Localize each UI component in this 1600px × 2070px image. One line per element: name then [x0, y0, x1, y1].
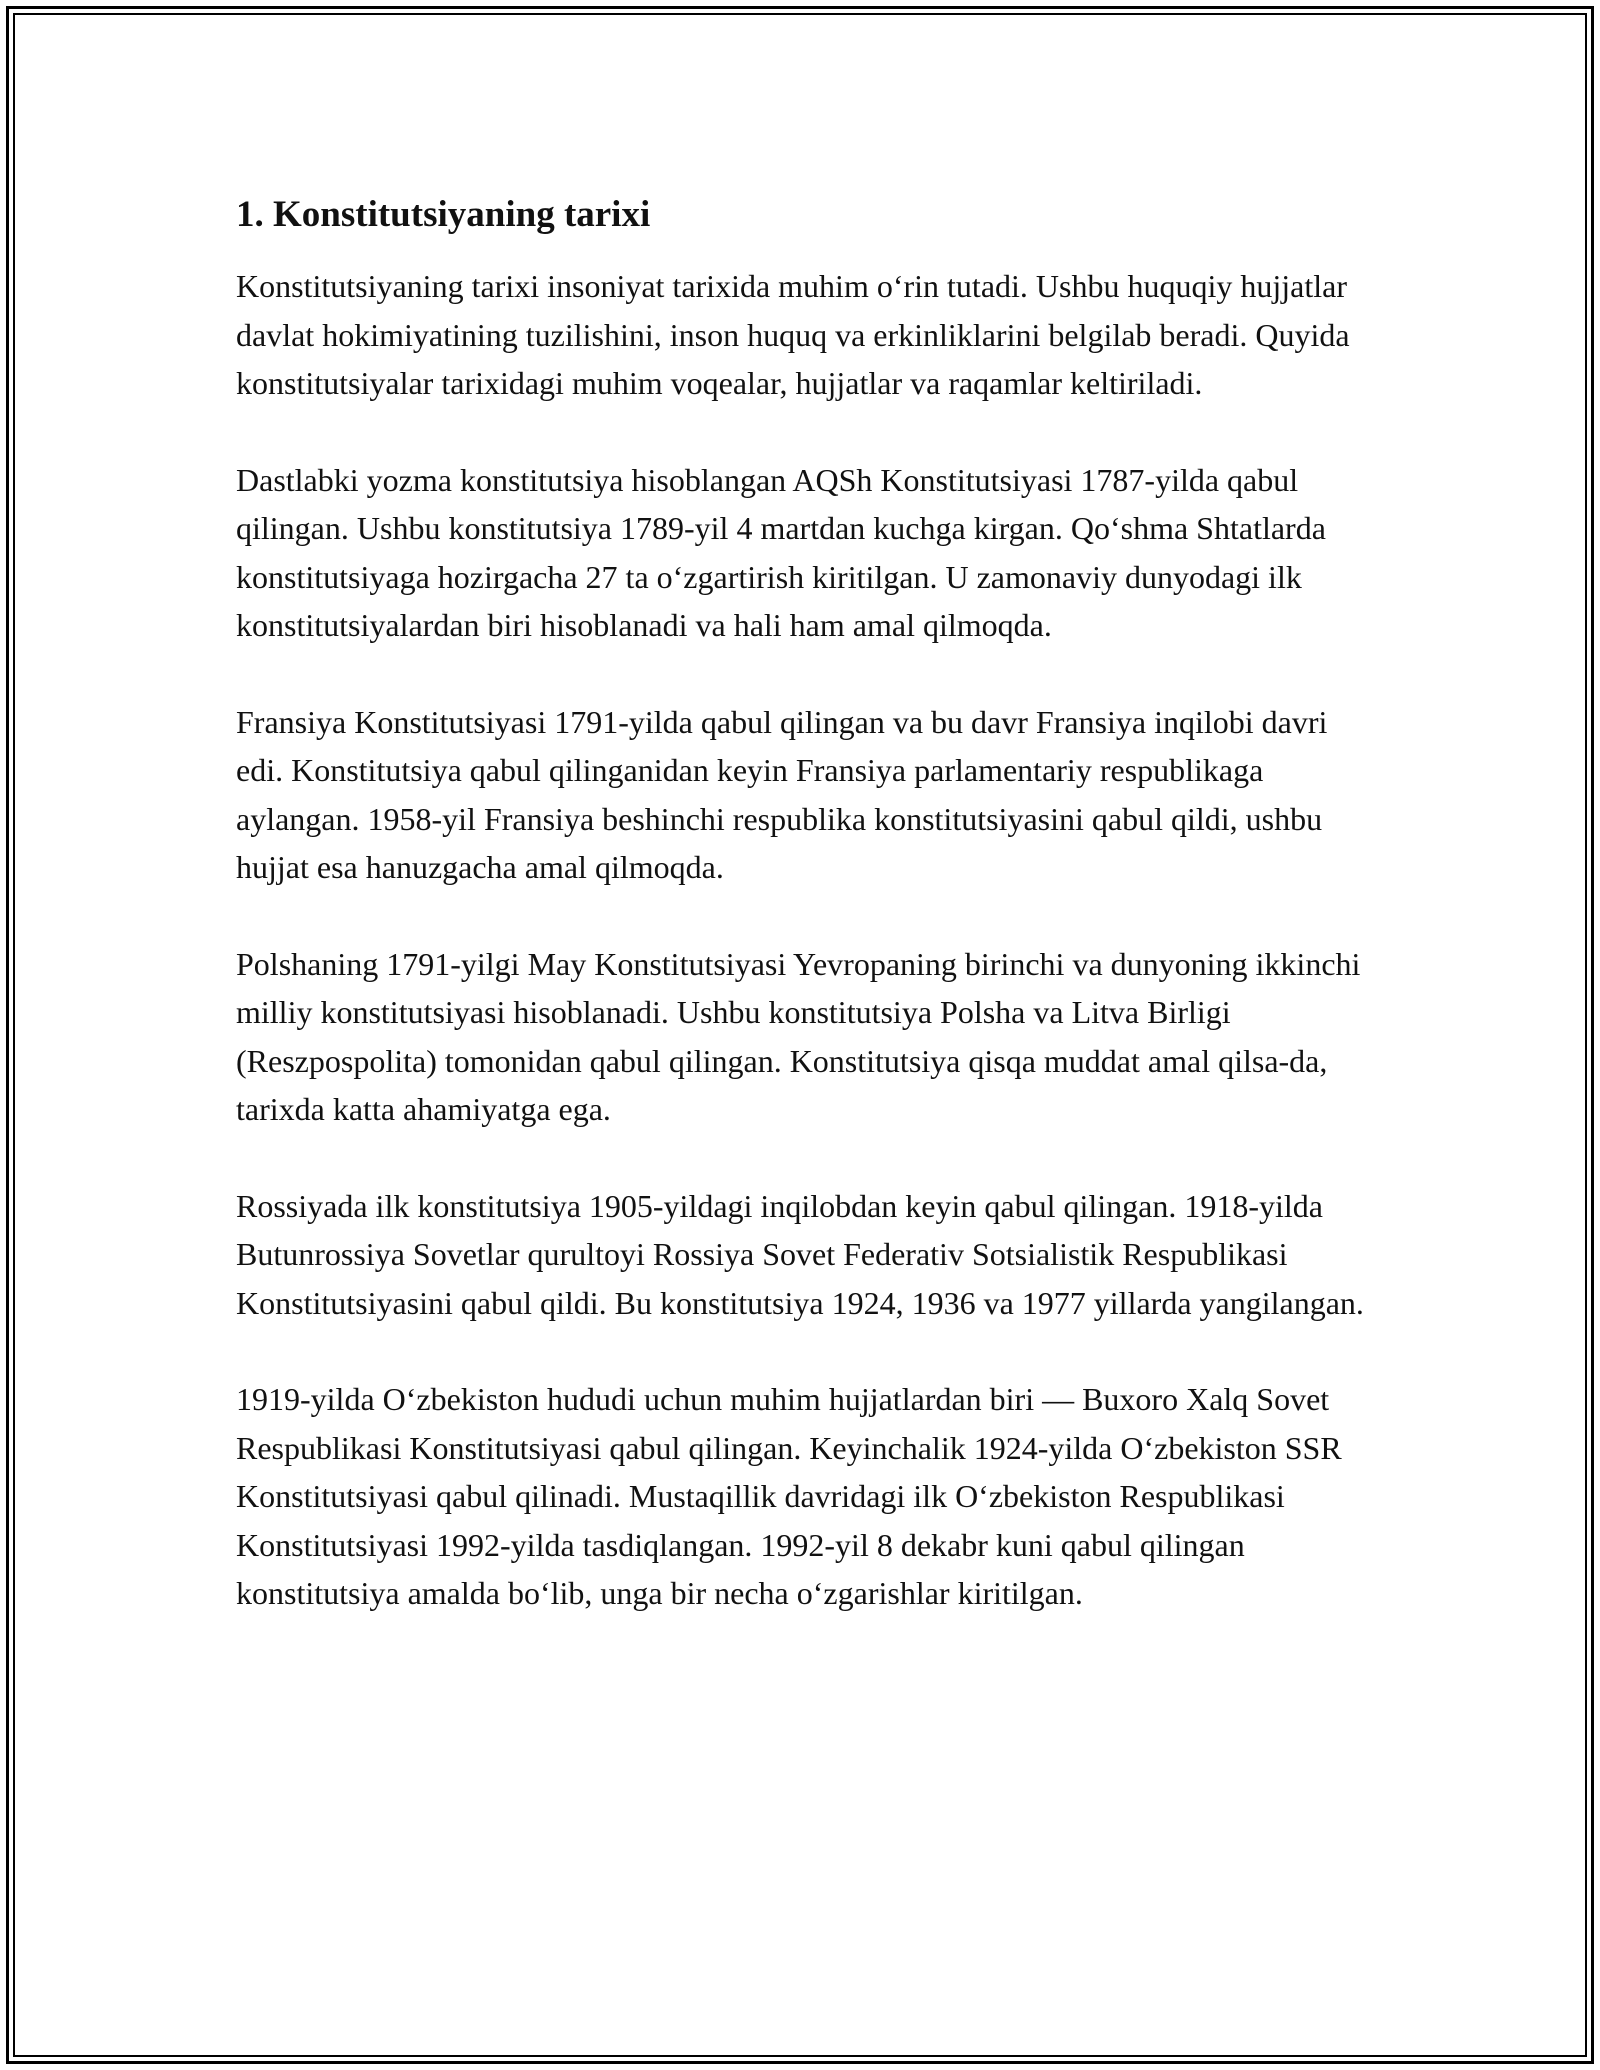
paragraph-france: Fransiya Konstitutsiyasi 1791-yilda qabul qilingan va bu davr Fransiya inqilobi davri edi. Konstitutsiya qabul qilinganidan keyin Fransiya parlamentariy respublikaga aylangan. 1958-yil Fransiya beshinchi respublika konstitutsiyasini qabul qildi, ushbu hujjat esa hanuzgacha amal qilmoqda.: [236, 703, 1328, 885]
document-body: [236, 188, 1376, 1666]
paragraph-uzbekistan: 1919-yilda O‘zbekiston hududi uchun muhim hujjatlardan biri — Buxoro Xalq Sovet Respublikasi Konstitutsiyasi qabul qilingan. Keyinchalik 1924-yilda O‘zbekiston SSR Konstitutsiyasi qabul qilinadi. Mustaqillik davridagi ilk O‘zbekiston Respublikasi Konstitutsiyasi 1992-yilda tasdiqlangan. 1992-yil 8 dekabr kuni qabul qilingan konstitutsiya amalda bo‘lib, unga bir necha o‘zgarishlar kiritilgan.: [236, 1381, 1342, 1611]
paragraph-intro: Konstitutsiyaning tarixi insoniyat tarixida muhim o‘rin tutadi. Ushbu huquqiy hujjatlar davlat hokimiyatining tuzilishini, inson huquq va erkinliklarini belgilab beradi. Quyida konstitutsiyalar tarixidagi muhim voqealar, hujjatlar va raqamlar keltiriladi.: [236, 268, 1350, 401]
paragraph-russia: Rossiyada ilk konstitutsiya 1905-yildagi inqilobdan keyin qabul qilingan. 1918-yilda Butunrossiya Sovetlar qurultoyi Rossiya Sovet Federativ Sotsialistik Respublikasi Konstitutsiyasini qabul qildi. Bu konstitutsiya 1924, 1936 va 1977 yillarda yangilangan.: [236, 1187, 1364, 1321]
paragraph-poland: Polshaning 1791-yilgi May Konstitutsiyasi Yevropaning birinchi va dunyoning ikkinchi milliy konstitutsiyasi hisoblanadi. Ushbu konstitutsiya Polsha va Litva Birligi (Reszpospolita) tomonidan qabul qilingan. Konstitutsiya qisqa muddat amal qilsa-da, tarixda katta ahamiyatga ega.: [236, 945, 1361, 1127]
section-heading: 1. Konstitutsiyaning tarixi: [236, 194, 651, 235]
paragraph-usa: Dastlabki yozma konstitutsiya hisoblangan AQSh Konstitutsiyasi 1787-yilda qabul qilingan. Ushbu konstitutsiya 1789-yil 4 martdan kuchga kirgan. Qo‘shma Shtatlarda konstitutsiyaga hozirgacha 27 ta o‘zgartirish kiritilgan. U zamonaviy dunyodagi ilk konstitutsiyalardan biri hisoblanadi va hali ham amal qilmoqda.: [236, 461, 1326, 643]
